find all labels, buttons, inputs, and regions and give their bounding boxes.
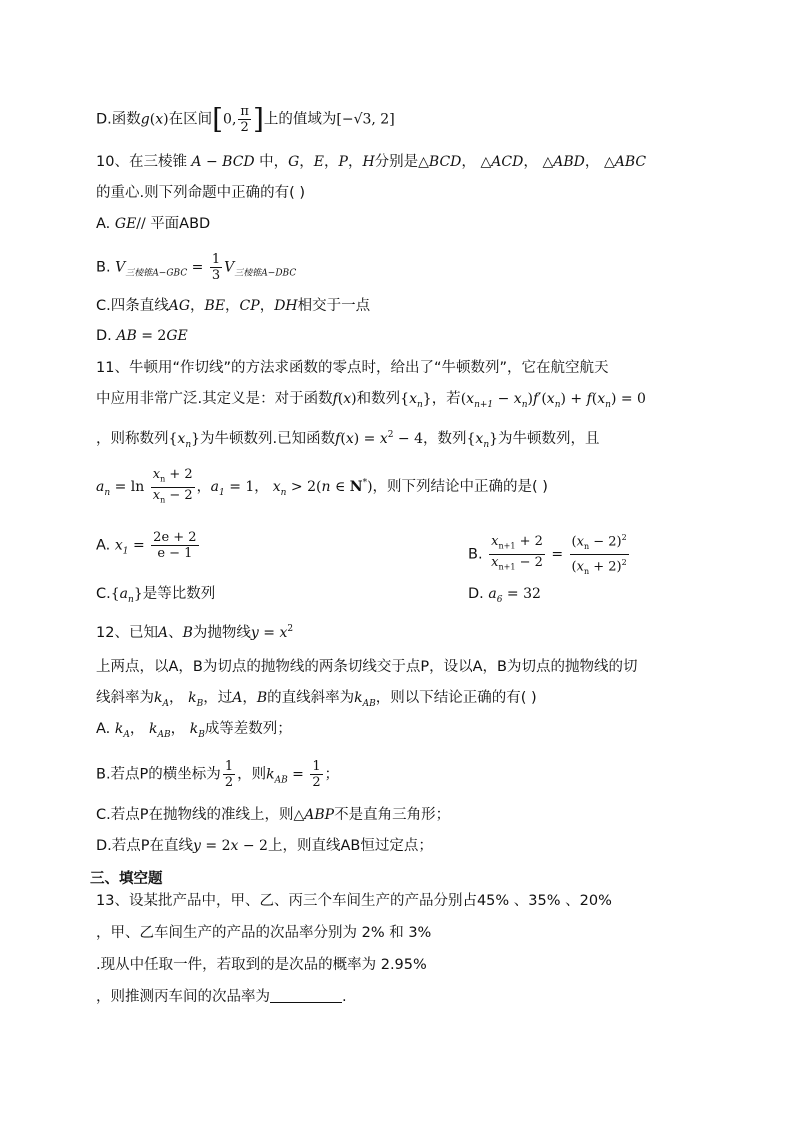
q9-d-text-2: 在区间 bbox=[168, 111, 213, 128]
q13-line2: ，甲、乙车间生产的产品的次品率分别为 2% 和 3% bbox=[96, 925, 432, 941]
q10-b-sub-label: 三棱锥 bbox=[125, 268, 153, 279]
q11-b-fraction-right: $\frac{(x_n - 2)^2}{(x_n + 2)^2}$ bbox=[570, 530, 629, 579]
q12-option-a: A. $k_A$， $k_{AB}$， $k_B$成等差数列； bbox=[96, 721, 292, 740]
q10-a-text: 平面ABD bbox=[150, 216, 211, 232]
q10-text-3: 分别是 bbox=[374, 154, 419, 170]
q10-option-c: C.四条直线AG，BE，CP，DH相交于一点 bbox=[96, 298, 371, 314]
q12-text-2: 为抛物线 bbox=[192, 625, 251, 641]
q12-text: 12、已知 bbox=[96, 625, 158, 641]
q11-text-7: 为牛顿数列，且 bbox=[498, 431, 600, 447]
one-half: $\frac{1}{2}$ bbox=[224, 759, 234, 790]
one-half-2: $\frac{1}{2}$ bbox=[312, 759, 321, 790]
q11-stem-line4: $a_n = \ln$ $\frac{x_n + 2}{x_n - 2}$ ，$a_1 = 1$， $x_n > 2(n$ ∈ N*)，则下列结论中正确的是( ) bbox=[96, 467, 548, 507]
q12-option-c: C.若点P在抛物线的准线上，则△ABP不是直角三角形； bbox=[96, 807, 451, 823]
q12-c-text: C.若点P在抛物线的准线上，则 bbox=[96, 807, 294, 823]
q10-a-label: A. bbox=[96, 216, 115, 232]
q11-stem-line3: ，则称数列$\{x_n\}$为牛顿数列.已知函数$f(x) = x^2 - 4$，数列$\{x_n\}$为牛顿数列，且 bbox=[96, 430, 600, 450]
q11-option-b: B. $\frac{x_{n+1} + 2}{x_{n+1} - 2}$ = $\frac{(x_n - 2)^2}{(x_n + 2)^2}$ bbox=[468, 530, 631, 579]
q12-text-4: ，过 bbox=[203, 690, 233, 706]
q11-a-fraction: $\frac{2e + 2}{e - 1}$ bbox=[153, 530, 197, 561]
one-third: $\frac{1}{3}$ bbox=[211, 252, 221, 283]
q11-text-6: ，数列 bbox=[423, 431, 467, 447]
q9-d-text: D.函数 bbox=[96, 111, 141, 128]
q12-d-text-2: 上，则直线AB恒过定点； bbox=[267, 838, 433, 854]
q10-option-b: B. $V_{三棱锥A-GBC}$ = $\frac{1}{3}$ $V_{三棱锥A-DBC}$ bbox=[96, 252, 297, 283]
q12-stem-line1: 12、已知A、B为抛物线$y = x^2$ bbox=[96, 624, 294, 641]
q11-text-5: 为牛顿数列.已知函数 bbox=[200, 431, 336, 447]
q11-option-d: D. $a_6 = 32$ bbox=[468, 586, 541, 605]
q10-option-a: A. GE// 平面ABD bbox=[96, 216, 211, 232]
q12-text-3: 线斜率为 bbox=[96, 690, 154, 706]
q12-a-label: A. bbox=[96, 721, 115, 737]
q13-text: ，则推测丙车间的次品率为 bbox=[96, 989, 270, 1005]
q11-text: 中应用非常广泛.其定义是：对于函数 bbox=[96, 391, 333, 407]
q10-b-label: B. bbox=[96, 259, 116, 276]
q11-stem-line1: 11、牛顿用“作切线”的方法求函数的零点时，给出了“牛顿数列”，它在航空航天 bbox=[96, 360, 609, 376]
q10-stem-line1: 10、在三棱锥 A − BCD 中，G，E，P，H分别是△BCD， △ACD， △ABD， △ABC bbox=[96, 154, 647, 170]
q10-text: 10、在三棱锥 bbox=[96, 154, 187, 170]
q12-text-5: 的直线斜率为 bbox=[267, 690, 355, 706]
q10-stem-line2: 的重心.则下列命题中正确的有( ) bbox=[96, 185, 306, 201]
q11-stem-line2: 中应用非常广泛.其定义是：对于函数f(x)和数列$\{x_n\}$，若$(x_{n+1} - x_n)f'(x_n) + f(x_n) = 0$ bbox=[96, 391, 646, 410]
q12-stem-line3: 线斜率为$k_A$， $k_B$，过A，B的直线斜率为$k_{AB}$，则以下结论正确的有( ) bbox=[96, 690, 537, 709]
q11-option-a: A. $x_1$ = $\frac{2e + 2}{e - 1}$ B. $\frac{x_{n+1} + 2}{x_{n+1} - 2}$ = $\frac{(x_n - 2)^2}{(x_n + 2)^2}$ bbox=[96, 530, 201, 563]
q10-c-text: C.四条直线 bbox=[96, 298, 169, 314]
q11-an-fraction: $\frac{x_n + 2}{x_n - 2}$ bbox=[152, 467, 193, 505]
q12-d-text: D.若点P在直线 bbox=[96, 838, 194, 854]
q11-text-4: ，则称数列 bbox=[96, 431, 169, 447]
q12-text-6: ，则以下结论正确的有( ) bbox=[375, 690, 537, 706]
q11-text-8: ，则下列结论中正确的是( ) bbox=[372, 479, 548, 496]
q10-option-d: D. AB = 2GE bbox=[96, 328, 188, 344]
q9-d-text-3: 上的值域为 bbox=[263, 111, 337, 128]
q10-d-label: D. bbox=[96, 328, 117, 344]
q12-a-text: 成等差数列； bbox=[204, 721, 292, 737]
q11-option-c: $C.\{a_n\}$是等比数列 D. $a_6 = 32$ bbox=[96, 583, 215, 611]
q13-line1: 13、设某批产品中，甲、乙、丙三个车间生产的产品分别占45% 、35% 、20% bbox=[96, 893, 612, 909]
answer-blank[interactable] bbox=[270, 988, 342, 1003]
q11-b-fraction-left: $\frac{x_{n+1} + 2}{x_{n+1} - 2}$ bbox=[491, 534, 543, 572]
q13-line4 bbox=[96, 986, 347, 1008]
q11-a-label: A. bbox=[96, 537, 115, 554]
q13-line3: .现从中任取一件，若取到的是次品的概率为 2.95% bbox=[96, 957, 427, 973]
q12-option-b: B.若点P的横坐标为 $\frac{1}{2}$ ，则$k_{AB}$ = $\frac{1}{2}$ ； bbox=[96, 759, 339, 790]
q12-b-text: B.若点P的横坐标为 bbox=[96, 766, 221, 783]
q11-c-text: 是等比数列 bbox=[142, 586, 216, 602]
q10-text-2: 中， bbox=[259, 154, 289, 170]
q11-d-label: D. bbox=[468, 586, 489, 602]
q11-b-label: B. bbox=[468, 546, 488, 563]
q11-text-3: ，若 bbox=[431, 391, 461, 407]
pi-over-2: $\frac{\pi}{2}$ bbox=[240, 104, 249, 135]
q12-stem-line2: 上两点，以A，B为切点的抛物线的两条切线交于点P，设以A，B为切点的抛物线的切 bbox=[96, 659, 638, 675]
q11-text-2: 和数列 bbox=[356, 391, 401, 407]
q12-c-text-2: 不是直角三角形； bbox=[334, 807, 451, 823]
q11-c-label: C. bbox=[96, 586, 111, 602]
section-heading: 三、填空题 bbox=[90, 871, 163, 887]
q9-option-d: D.函数g(x)在区间[0, $\frac{\pi}{2}$ ]上的值域为[−√3, 2] bbox=[96, 102, 395, 136]
q13-period: . bbox=[342, 989, 347, 1005]
q10-c-text-2: 相交于一点 bbox=[297, 298, 371, 314]
q12-option-d: D.若点P在直线y = 2x − 2上，则直线AB恒过定点； bbox=[96, 838, 433, 854]
q10-b-sub-label-2: 三棱锥 bbox=[234, 268, 262, 279]
q12-b-text-2: ，则 bbox=[237, 766, 267, 783]
